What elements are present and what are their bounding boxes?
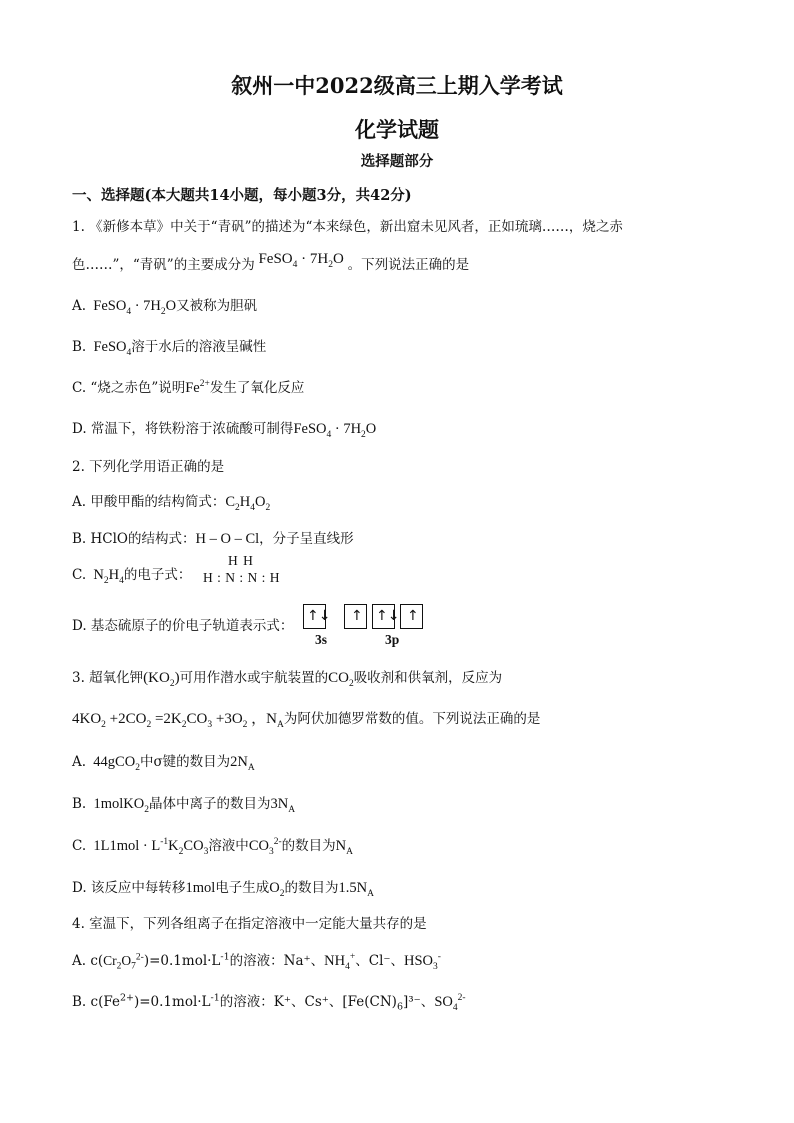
q3-stem-line2: $4KO_2 +2CO_2 =2K_2CO_3 +3O_2$ ，$N_A$为阿伏加德罗常数的值。下列说法正确的是 — [72, 711, 541, 730]
q3-option-a: A. 44gCO$_2$中σ键的数目为$2N_A$ — [72, 754, 255, 773]
up-arrow-icon: ↑ — [351, 608, 363, 624]
q2-option-b: B. HClO的结构式：H – O – Cl，分子呈直线形 — [72, 531, 354, 547]
q1-stem-line2: 色……”，“青矾”的主要成分为 FeSO$_4$ · $7H_2O$ 。下列说法正确的是 — [72, 251, 470, 273]
q1-option-d: D. 常温下，将铁粉溶于浓硫酸可制得FeSO$_4$ · $7H_2O$ — [72, 421, 377, 440]
q2-option-c: C. $N_2H_4$的电子式： — [72, 567, 192, 586]
q3-option-b: B. 1molKO$_2$晶体中离子的数目为$3N_A$ — [72, 796, 296, 815]
orbital-box-3p-2 — [372, 604, 400, 629]
orbital-label-3s: 3s — [315, 632, 328, 647]
part-title: 选择题部分 — [360, 153, 434, 170]
subject-title: 化学试题 — [355, 117, 439, 142]
q2-stem: 2. 下列化学用语正确的是 — [72, 459, 225, 475]
q2-electron-formula: H : N : N : H — [203, 570, 280, 585]
q2-electron-top-h: H H — [228, 553, 254, 568]
section-heading: 一、选择题(本大题共14小题，每小题3分，共42分) — [72, 187, 412, 204]
paired-arrows-icon: ↑↓ — [307, 608, 331, 624]
orbital-box-3p-1 — [344, 604, 367, 629]
q1-option-c: C. “烧之赤色”说明$Fe^{2+}$发生了氧化反应 — [72, 379, 305, 396]
exam-title: 叙州一中2022级高三上期入学考试 — [231, 73, 563, 98]
q2-option-a: A. 甲酸甲酯的结构简式：$C_2H_4O_2$ — [72, 494, 271, 513]
up-arrow-icon: ↑ — [407, 608, 419, 624]
q3-option-c: C. $1L1mol \cdot L^{-1}K_2CO_3$溶液中$CO_3^{2-}$的数目为$N_A$ — [72, 837, 353, 857]
q1-option-a: A. FeSO$_4$ · $7H_2O$又被称为胆矾 — [72, 298, 258, 317]
q3-stem-line1: 3. 超氧化钾$(KO_2)$可用作潜水或宇航装置的$CO_2$吸收剂和供氧剂，反应为 — [72, 670, 503, 689]
orbital-box-3p-3 — [400, 604, 423, 629]
paired-arrows-icon: ↑↓ — [376, 608, 400, 624]
q4-option-b: B. $c(Fe^{2+})=0.1mol\cdot L^{-1}$的溶液：K⁺、Cs⁺、$[Fe(CN)_6]^{3-}$、$SO_4^{2-}$ — [72, 992, 466, 1013]
q3-option-d: D. 该反应中每转移1mol电子生成$O_2$的数目为$1.5N_A$ — [72, 880, 374, 899]
orbital-label-3p: 3p — [385, 632, 400, 647]
q2-option-d: D. 基态硫原子的价电子轨道表示式： — [72, 618, 294, 634]
orbital-box-3s — [303, 604, 331, 629]
q4-option-a: A. $c(Cr_2O_7^{2-})=0.1mol\cdot L^{-1}$的溶液：Na⁺、$NH_4^+$、Cl⁻、$HSO_3^-$ — [72, 951, 441, 972]
q1-option-b: B. FeSO$_4$溶于水后的溶液呈碱性 — [72, 339, 267, 358]
q1-stem-line1: 1. 《新修本草》中关于“青矾”的描述为“本来绿色，新出窟未见风者，正如琉璃……，烧之赤 — [72, 219, 623, 235]
q4-stem: 4. 室温下，下列各组离子在指定溶液中一定能大量共存的是 — [72, 916, 427, 932]
